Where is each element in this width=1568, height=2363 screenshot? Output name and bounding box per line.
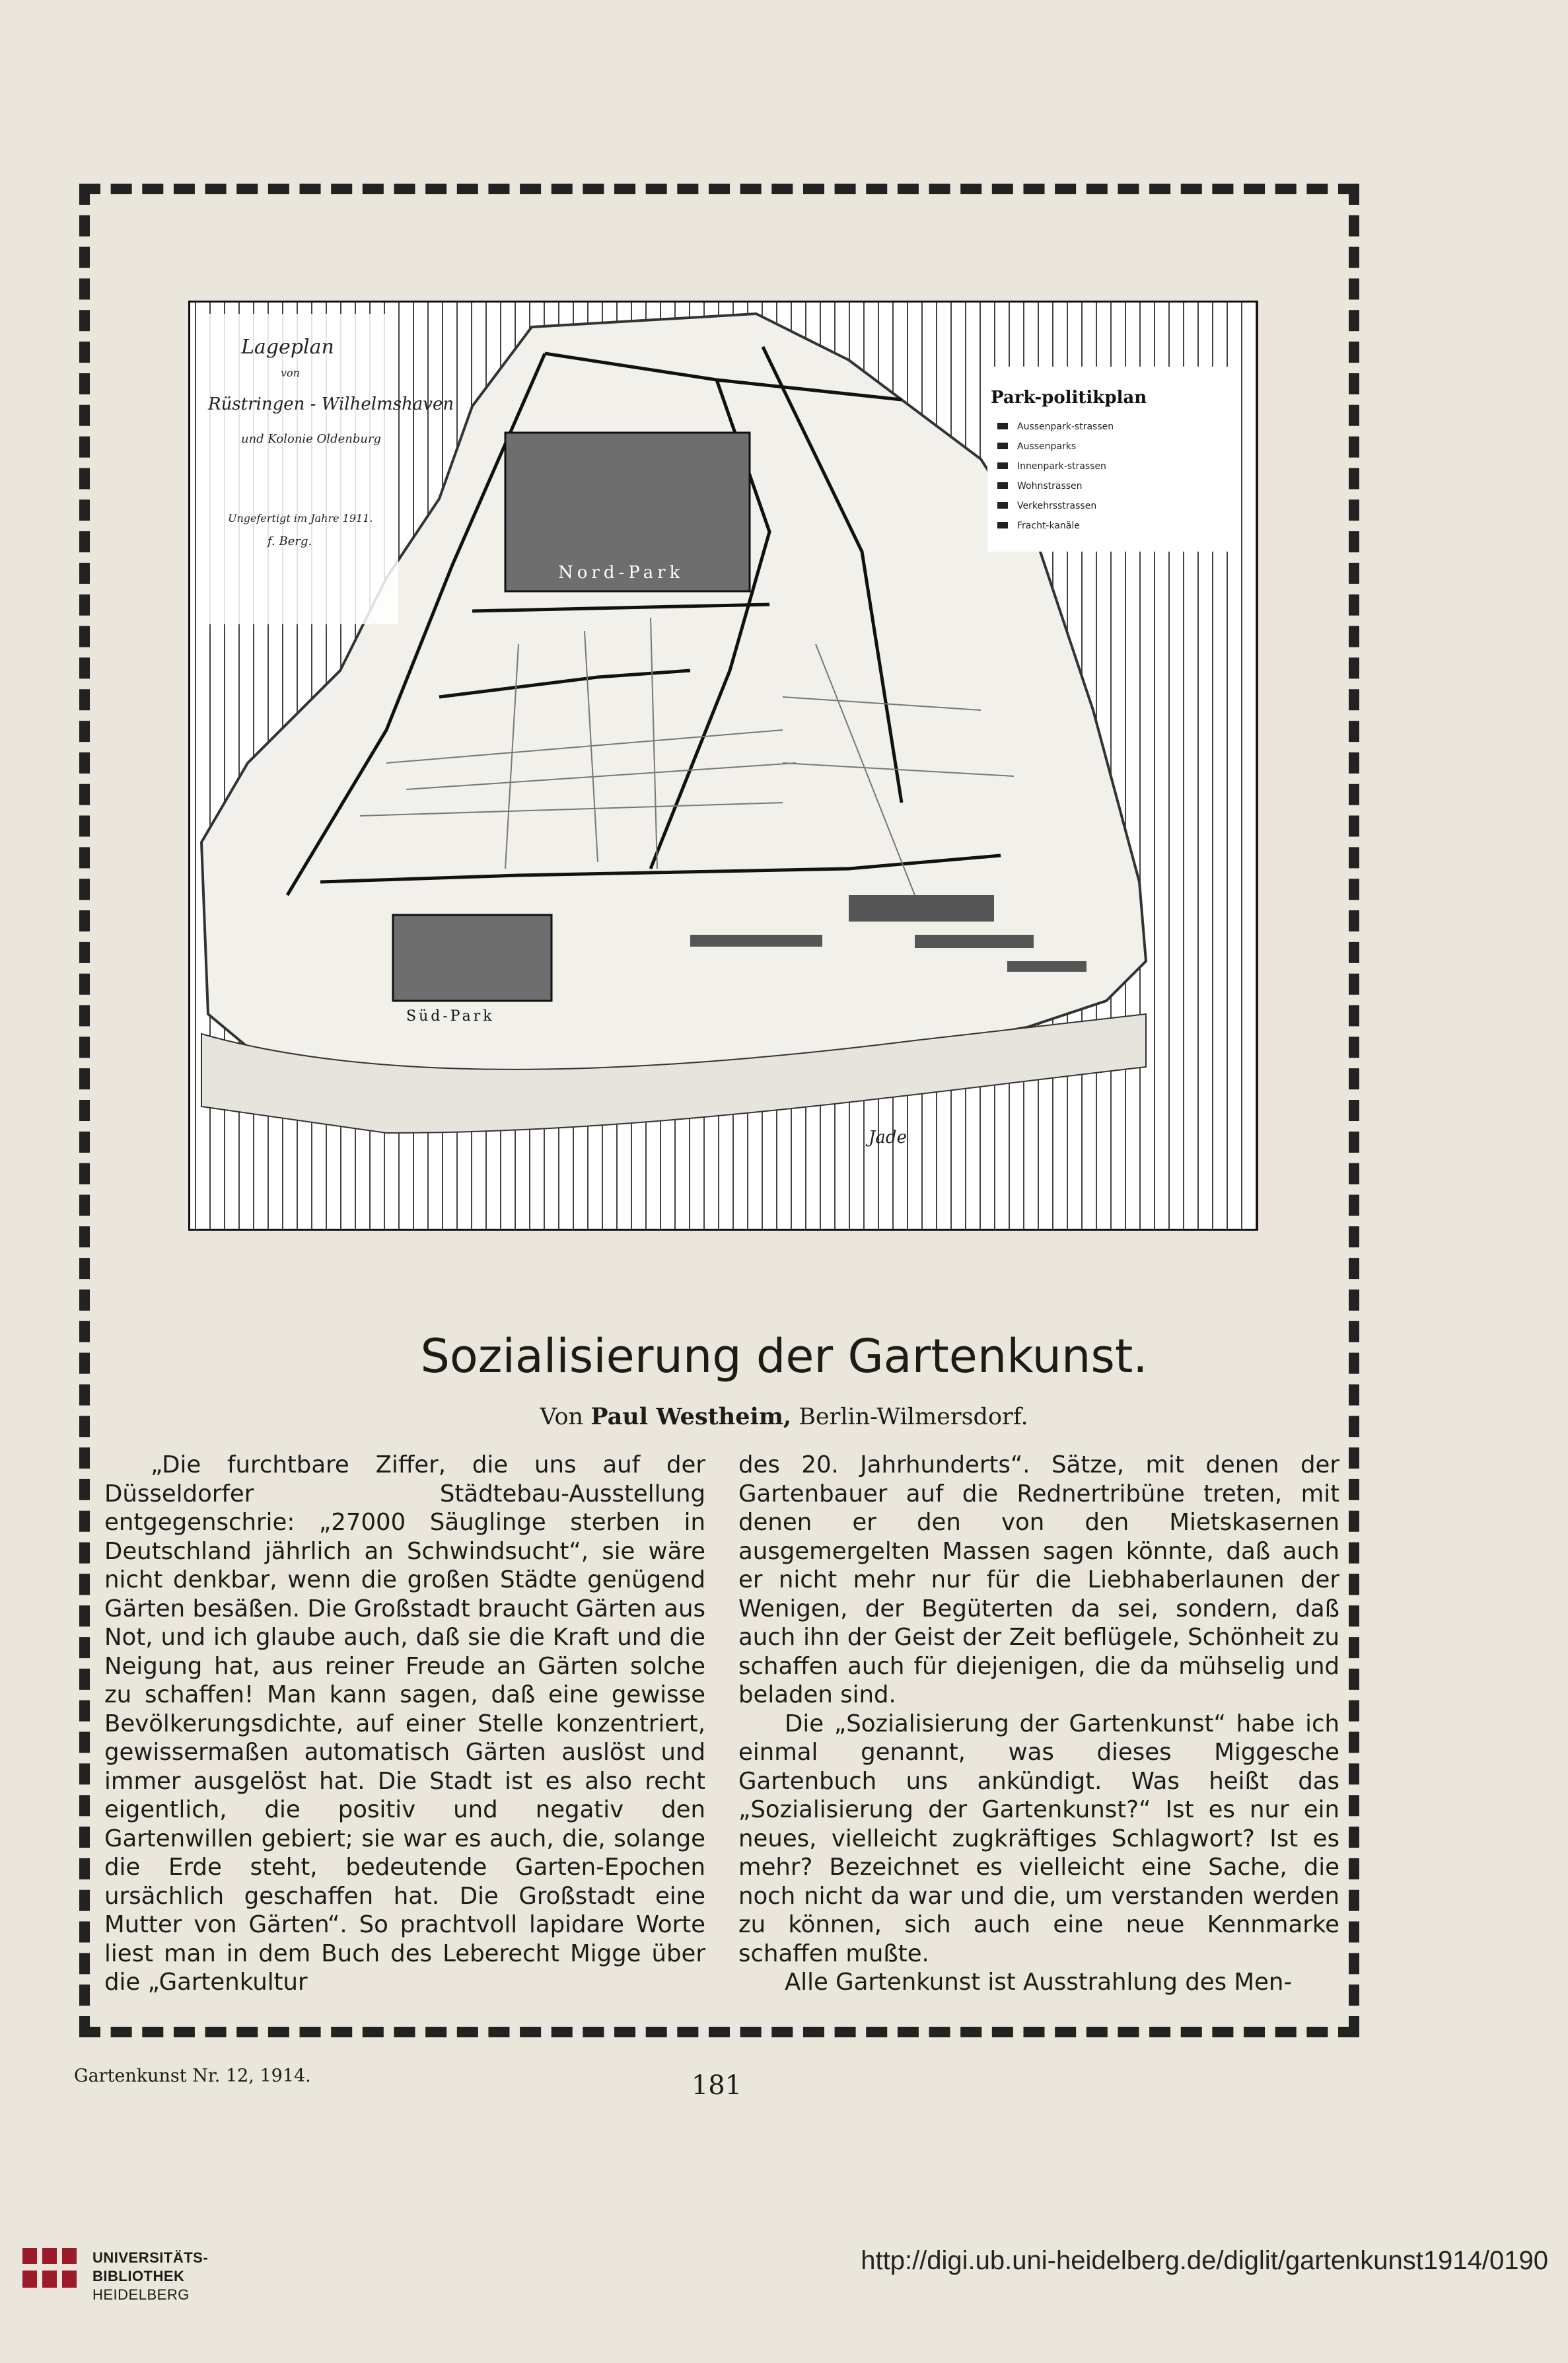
map-water-label: Jade xyxy=(869,1128,907,1147)
paragraph: Die „Sozialisierung der Gartenkunst“ habe ich einmal genannt, was dieses Miggesche Gartenbuch uns ankündigt. Was heißt das „Sozialisierung der Gartenkunst?“ Ist es nur ein neues, vielleicht zugkräftiges Schlagwort? Ist es mehr? Bezeichnet es vielleicht eine Sache, die noch nicht da war und die, um verstanden werden zu können, sich auch eine neue Kennmarke schaffen mußte. xyxy=(738,1710,1339,1967)
paragraph: Alle Gartenkunst ist Ausstrahlung des Men- xyxy=(785,1969,1293,1996)
map-title-line5: Ungefertigt im Jahre 1911. xyxy=(228,512,373,525)
map-legend-item1: Aussenpark-strassen xyxy=(1017,421,1114,432)
article-title: Sozialisierung der Gartenkunst. xyxy=(420,1329,1148,1383)
map-legend-title: Park-politikplan xyxy=(991,388,1147,408)
map-title-line1: Lageplan xyxy=(241,336,334,359)
text-column-left xyxy=(104,1451,705,1997)
page-number: 181 xyxy=(691,2070,742,2101)
source-url-link[interactable]: http://digi.ub.uni-heidelberg.de/diglit/gartenkunst1914/0190 xyxy=(861,2246,1548,2275)
map-park-label-sued: Süd-Park xyxy=(406,1008,495,1025)
author-name: Paul Westheim, xyxy=(590,1403,792,1430)
city-plan-map xyxy=(188,301,1258,1231)
map-title-line3: Rüstringen - Wilhelmshaven xyxy=(208,394,454,414)
journal-reference: Gartenkunst Nr. 12, 1914. xyxy=(74,2066,311,2086)
library-name-line1: UNIVERSITÄTS- xyxy=(92,2249,209,2266)
map-legend-item4: Wohnstrassen xyxy=(1017,481,1083,491)
map-legend-item2: Aussenparks xyxy=(1017,441,1077,452)
paragraph: „Die furchtbare Ziffer, die uns auf der Düsseldorfer Städtebau-Ausstellung entgegenschrie: „27000 Säuglinge sterben in Deutschland jährlich an Schwindsucht“, sie wäre nicht denkbar, wenn die großen Städte genügend Gärten besäßen. Die Großstadt braucht Gärten aus Not, und ich glaube auch, daß sie die Kraft und die Neigung hat, aus reiner Freude an Gärten solche zu schaffen! Man kann sagen, daß eine gewisse Bevölkerungsdichte, auf einer Stelle konzentriert, gewissermaßen automatisch Gärten auslöst und immer ausgelöst hat. Die Stadt ist es also recht eigentlich, die positiv und negativ den Gartenwillen gebiert; sie war es auch, die, solange die Erde steht, bedeutende Garten-Epochen ursächlich geschaffen hat. Die Großstadt eine Mutter von Gärten“. So prachtvoll lapidare Worte liest man in dem Buch des Leberecht Migge über die „Gartenkultur xyxy=(104,1451,705,1996)
map-title-line6: f. Berg. xyxy=(267,534,312,548)
map-park-label-nord: Nord-Park xyxy=(558,563,684,583)
author-location: Berlin-Wilmersdorf. xyxy=(799,1404,1028,1430)
map-legend-item5: Verkehrsstrassen xyxy=(1017,501,1097,511)
sued-park-area xyxy=(393,915,552,1001)
paragraph: des 20. Jahrhunderts“. Sätze, mit denen der Gartenbauer auf die Rednertribüne treten, mit denen er den von den Mietskasernen ausgemergelten Massen sagen könnte, daß auch er nicht mehr nur für die Liebhaberlaunen der Wenigen, der Begüterten da sei, sondern, daß auch ihn der Geist der Zeit beflügele, Schönheit zu schaffen auch für diejenigen, die da mühselig und beladen sind. xyxy=(738,1451,1339,1708)
map-legend-item6: Fracht-kanäle xyxy=(1017,521,1080,531)
text-column-right xyxy=(738,1451,1339,1997)
byline-prefix: Von xyxy=(540,1404,584,1430)
map-title-line4: und Kolonie Oldenburg xyxy=(241,432,382,446)
library-name-line2: BIBLIOTHEK xyxy=(92,2268,185,2284)
map-title-line2: von xyxy=(281,367,300,379)
library-logo-icon xyxy=(16,2241,89,2294)
byline xyxy=(0,1403,1568,1430)
library-name-line3: HEIDELBERG xyxy=(92,2286,190,2303)
map-legend-item3: Innenpark-strassen xyxy=(1017,461,1106,472)
